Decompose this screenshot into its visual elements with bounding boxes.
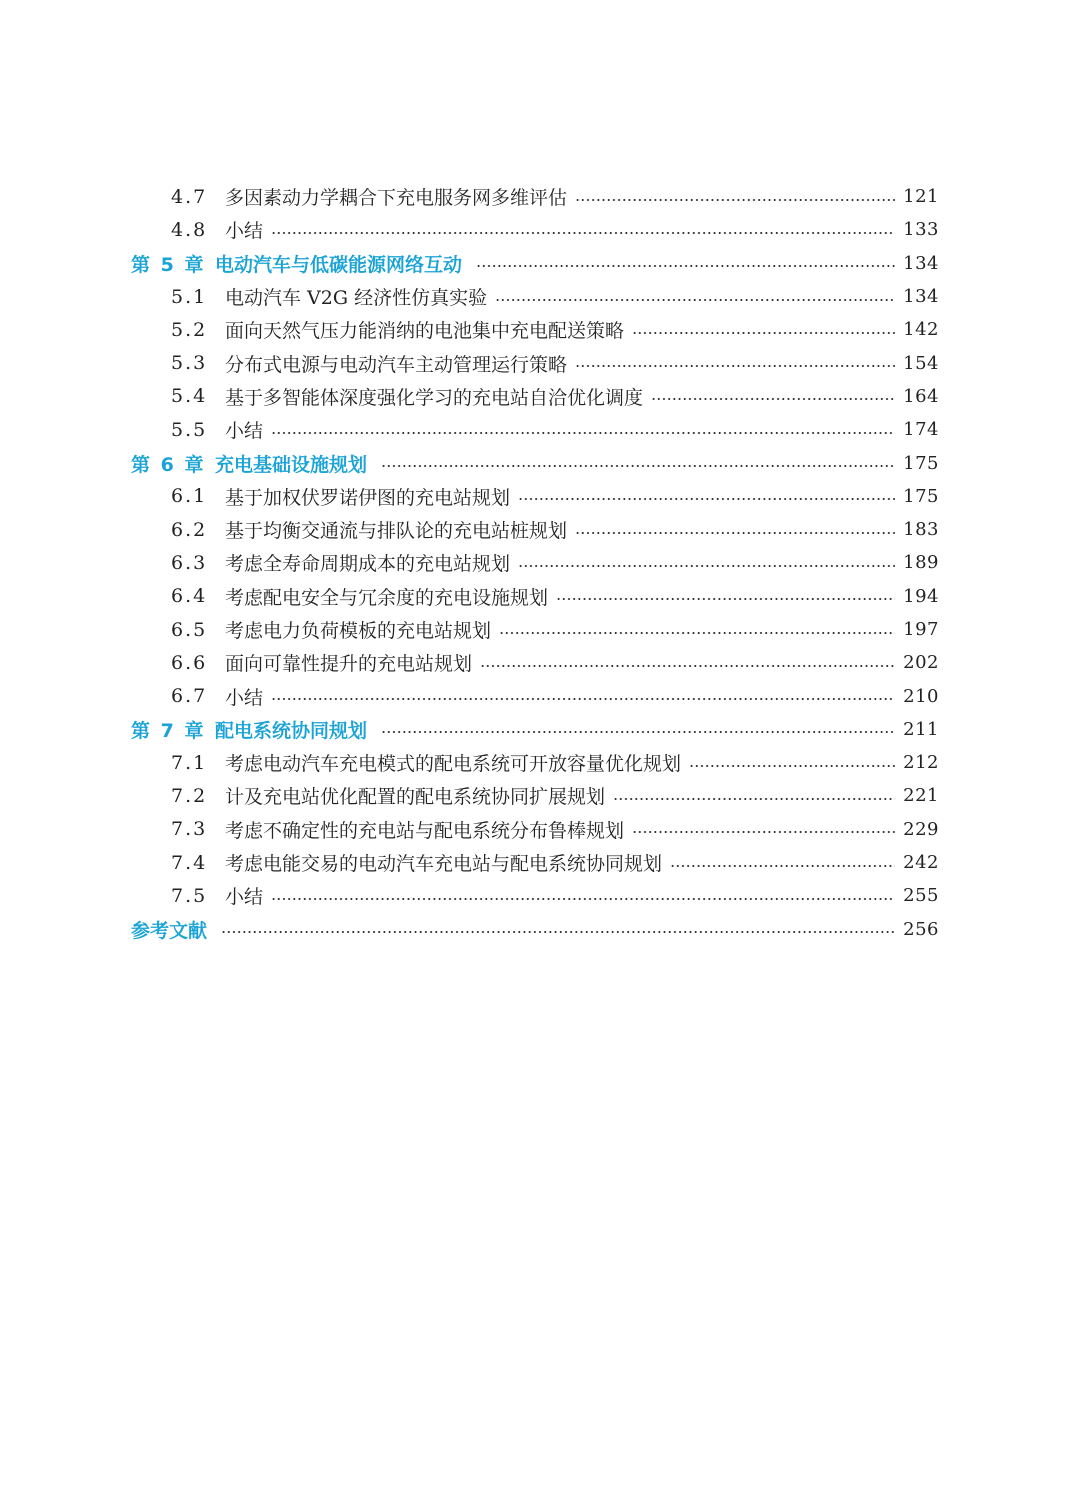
page-number: 164	[903, 385, 939, 407]
section-title: 面向可靠性提升的充电站规划	[225, 653, 473, 676]
toc-chapter-entry[interactable]	[131, 247, 939, 280]
section-title: 小结	[225, 420, 264, 443]
toc-section-entry[interactable]	[131, 613, 939, 646]
page-number: 202	[903, 652, 939, 674]
toc-section-entry[interactable]	[131, 213, 939, 246]
toc-section-entry[interactable]	[131, 746, 939, 779]
section-number: 7.1	[171, 751, 208, 774]
section-title: 小结	[225, 686, 264, 709]
section-number: 6.3	[171, 551, 208, 574]
page-number: 256	[903, 918, 939, 940]
chapter-title: 充电基础设施规划	[215, 453, 368, 476]
section-number: 5.5	[171, 418, 208, 441]
dot-leader	[632, 332, 895, 334]
section-number: 7.3	[171, 818, 208, 841]
dot-leader	[476, 265, 895, 267]
section-title: 基于多智能体深度强化学习的充电站自洽优化调度	[225, 386, 644, 409]
page-number: 134	[903, 286, 939, 308]
section-number: 6.7	[171, 685, 208, 708]
chapter-number: 第 7 章	[131, 719, 206, 742]
section-title: 考虑不确定性的充电站与配电系统分布鲁棒规划	[225, 819, 625, 842]
page-number: 242	[903, 852, 939, 874]
page-number: 183	[903, 519, 939, 541]
dot-leader	[381, 731, 895, 733]
chapter-title: 配电系统协同规划	[215, 719, 368, 742]
dot-leader	[499, 632, 895, 634]
section-title: 面向天然气压力能消纳的电池集中充电配送策略	[225, 320, 625, 343]
toc-section-entry[interactable]	[131, 879, 939, 912]
chapter-title: 电动汽车与低碳能源网络互动	[215, 253, 463, 276]
page-number: 134	[903, 252, 939, 274]
toc-references-entry[interactable]	[131, 913, 939, 946]
dot-leader	[651, 398, 895, 400]
section-title: 电动汽车 V2G 经济性仿真实验	[225, 287, 488, 310]
section-title: 小结	[225, 886, 264, 909]
section-title: 基于均衡交通流与排队论的充电站桩规划	[225, 520, 568, 543]
toc-section-entry[interactable]	[131, 313, 939, 346]
page-number: 174	[903, 419, 939, 441]
page-number: 154	[903, 352, 939, 374]
section-number: 6.4	[171, 585, 208, 608]
section-title: 分布式电源与电动汽车主动管理运行策略	[225, 353, 568, 376]
page-number: 133	[903, 219, 939, 241]
dot-leader	[575, 199, 895, 201]
chapter-number: 第 6 章	[131, 453, 206, 476]
page-number: 255	[903, 885, 939, 907]
section-number: 4.8	[171, 218, 208, 241]
dot-leader	[271, 232, 895, 234]
page-number: 121	[903, 186, 939, 208]
table-of-contents	[131, 180, 939, 946]
page-number: 221	[903, 785, 939, 807]
dot-leader	[670, 865, 895, 867]
section-number: 5.2	[171, 318, 208, 341]
dot-leader	[518, 498, 895, 500]
section-title: 考虑电能交易的电动汽车充电站与配电系统协同规划	[225, 853, 663, 876]
section-title: 基于加权伏罗诺伊图的充电站规划	[225, 486, 511, 509]
section-number: 6.5	[171, 618, 208, 641]
dot-leader	[613, 798, 895, 800]
dot-leader	[271, 432, 895, 434]
toc-section-entry[interactable]	[131, 580, 939, 613]
toc-section-entry[interactable]	[131, 779, 939, 812]
section-title: 计及充电站优化配置的配电系统协同扩展规划	[225, 786, 606, 809]
section-title: 多因素动力学耦合下充电服务网多维评估	[225, 187, 568, 210]
section-number: 5.4	[171, 385, 208, 408]
dot-leader	[689, 765, 895, 767]
toc-section-entry[interactable]	[131, 413, 939, 446]
section-number: 7.4	[171, 851, 208, 874]
section-number: 4.7	[171, 185, 208, 208]
dot-leader	[480, 665, 895, 667]
section-number: 7.5	[171, 884, 208, 907]
section-number: 7.2	[171, 784, 208, 807]
toc-chapter-entry[interactable]	[131, 713, 939, 746]
page-number: 189	[903, 552, 939, 574]
dot-leader	[495, 299, 895, 301]
toc-section-entry[interactable]	[131, 380, 939, 413]
page-number: 210	[903, 685, 939, 707]
dot-leader	[632, 831, 895, 833]
section-title: 考虑全寿命周期成本的充电站规划	[225, 553, 511, 576]
references-title: 参考文献	[131, 919, 208, 942]
section-title: 考虑电力负荷模板的充电站规划	[225, 620, 492, 642]
dot-leader	[575, 365, 895, 367]
toc-section-entry[interactable]	[131, 480, 939, 513]
toc-section-entry[interactable]	[131, 513, 939, 546]
section-number: 6.2	[171, 518, 208, 541]
toc-section-entry[interactable]	[131, 846, 939, 879]
page-number: 229	[903, 818, 939, 840]
chapter-number: 第 5 章	[131, 253, 206, 276]
dot-leader	[556, 598, 895, 600]
toc-chapter-entry[interactable]	[131, 446, 939, 479]
dot-leader	[518, 565, 895, 567]
section-number: 5.1	[171, 285, 208, 308]
toc-section-entry[interactable]	[131, 346, 939, 379]
page-number: 175	[903, 452, 939, 474]
page-number: 197	[903, 619, 939, 640]
dot-leader	[271, 898, 895, 900]
section-title: 小结	[225, 220, 264, 243]
toc-section-entry[interactable]	[131, 679, 939, 712]
page-number: 212	[903, 752, 939, 774]
dot-leader	[271, 698, 895, 700]
page-number: 142	[903, 319, 939, 341]
section-title: 考虑电动汽车充电模式的配电系统可开放容量优化规划	[225, 753, 682, 776]
section-number: 6.6	[171, 651, 208, 674]
dot-leader	[575, 532, 895, 534]
dot-leader	[381, 465, 895, 467]
section-title: 考虑配电安全与冗余度的充电设施规划	[225, 586, 549, 609]
page-number: 211	[903, 718, 939, 740]
toc-section-entry[interactable]	[131, 813, 939, 846]
toc-section-entry[interactable]	[131, 280, 939, 313]
toc-section-entry[interactable]	[131, 646, 939, 679]
page-number: 194	[903, 585, 939, 607]
page-number: 175	[903, 485, 939, 507]
toc-section-entry[interactable]	[131, 546, 939, 579]
section-number: 6.1	[171, 485, 208, 508]
section-number: 5.3	[171, 352, 208, 375]
dot-leader	[221, 931, 895, 933]
toc-section-entry[interactable]	[131, 180, 939, 213]
